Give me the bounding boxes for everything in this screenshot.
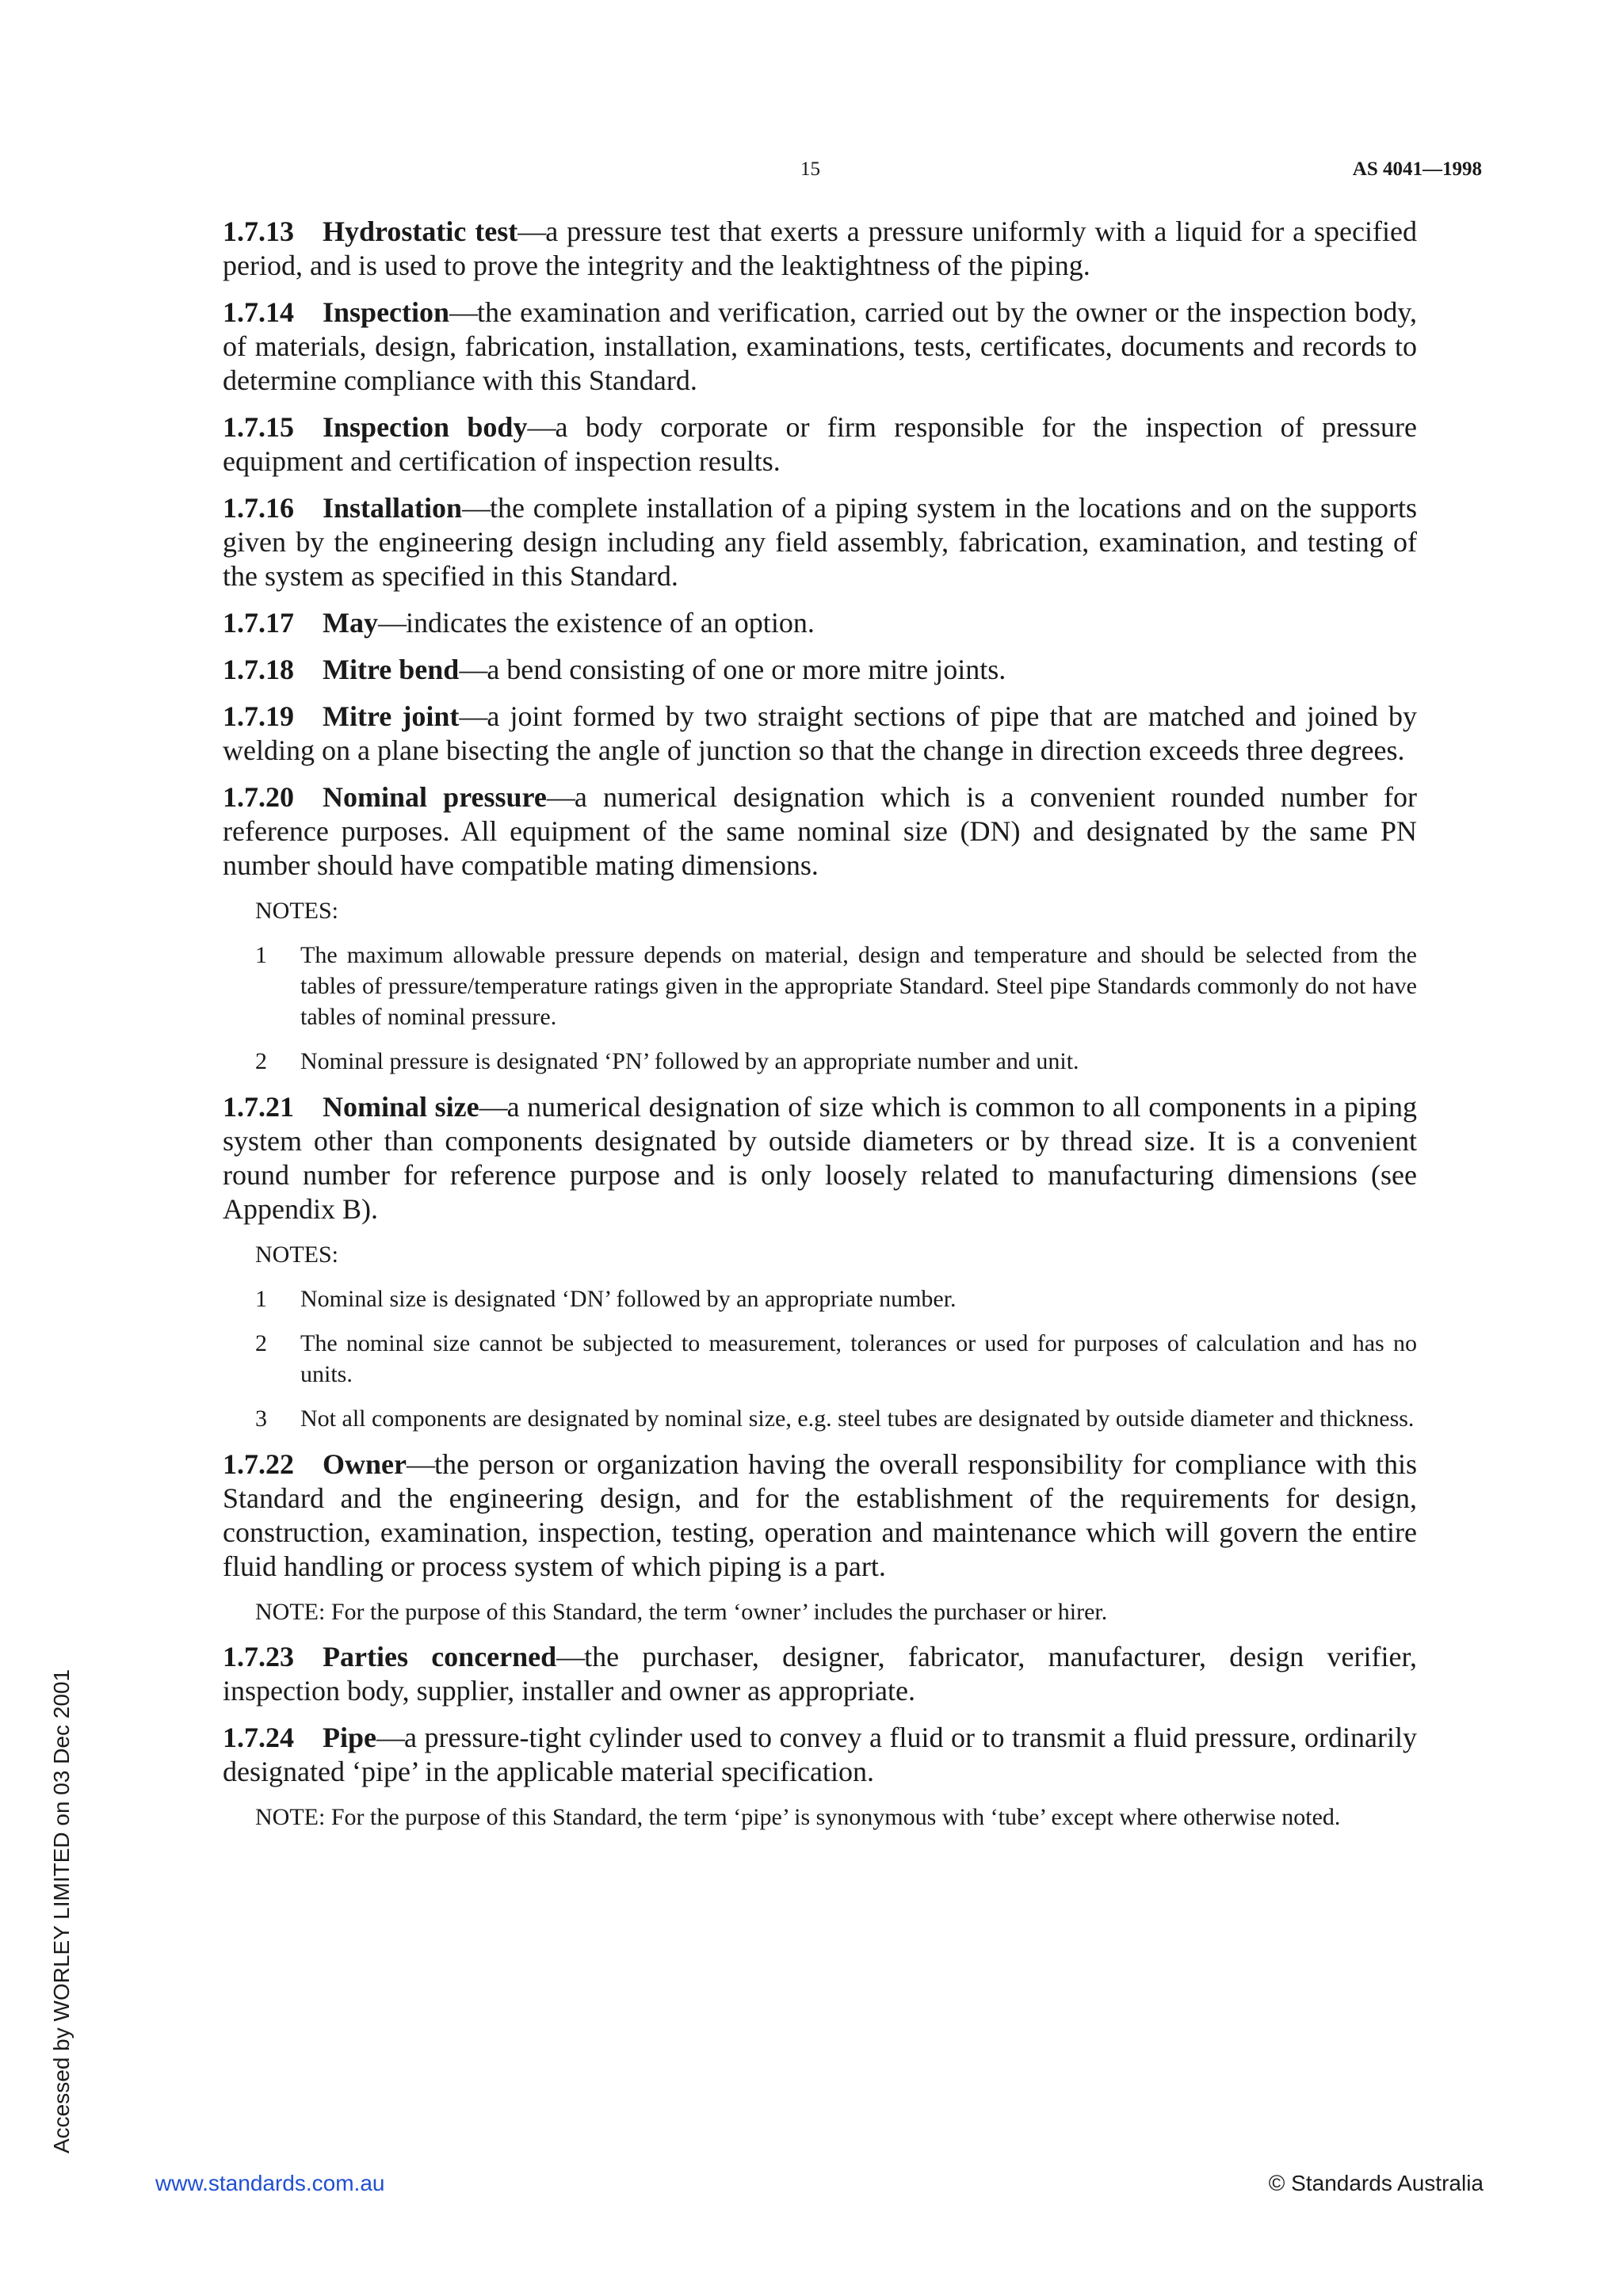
definition-text: a pressure test that exerts a pressure uniformly with a liquid for a specified period, and is used to prove the integrity and the leaktightness of the piping. <box>223 215 1417 281</box>
note-item <box>255 1283 1417 1314</box>
definition-1-7-21 <box>223 1090 1417 1226</box>
em-dash: — <box>479 1091 507 1123</box>
definition-number: 1.7.18 <box>223 654 294 685</box>
em-dash: — <box>459 654 487 685</box>
definition-1-7-22 <box>223 1447 1417 1584</box>
definition-text: a pressure-tight cylinder used to convey a fluid or to transmit a fluid pressure, ordinarily designated ‘pipe’ in the applicable material specification. <box>223 1722 1417 1787</box>
definition-term: Inspection <box>323 296 450 328</box>
website-link[interactable]: www.standards.com.au <box>155 2171 385 2195</box>
note-text: NOTE: For the purpose of this Standard, the term ‘owner’ includes the purchaser or hirer. <box>255 1599 1108 1625</box>
em-dash: — <box>556 1641 585 1672</box>
page-header <box>0 158 1623 190</box>
em-dash: — <box>527 411 556 443</box>
access-watermark: Accessed by WORLEY LIMITED on 03 Dec 2001 <box>49 1669 74 2153</box>
notes-heading: NOTES: <box>255 898 338 924</box>
definition-number: 1.7.20 <box>223 781 294 813</box>
definition-1-7-17 <box>223 606 1417 640</box>
definition-term: Nominal pressure <box>323 781 547 813</box>
definition-term: Nominal size <box>323 1091 479 1123</box>
definition-number: 1.7.13 <box>223 215 294 247</box>
definition-1-7-16 <box>223 491 1417 593</box>
definition-number: 1.7.15 <box>223 411 294 443</box>
definition-1-7-13 <box>223 215 1417 283</box>
definition-number: 1.7.24 <box>223 1722 294 1753</box>
definition-1-7-15 <box>223 410 1417 479</box>
note-number: 1 <box>255 1286 267 1312</box>
definition-text: a body corporate or firm responsible for the inspection of pressure equipment and certification of inspection results. <box>223 411 1418 477</box>
note-number: 2 <box>255 1330 267 1356</box>
em-dash: — <box>517 215 546 247</box>
definition-1-7-23 <box>223 1640 1417 1708</box>
em-dash: — <box>376 1722 404 1753</box>
definition-term: Hydrostatic test <box>323 215 518 247</box>
em-dash: — <box>459 700 487 732</box>
definition-text: indicates the existence of an option. <box>405 607 815 639</box>
notes-block <box>255 1239 1417 1434</box>
notes-heading: NOTES: <box>255 1241 338 1268</box>
definition-number: 1.7.22 <box>223 1448 294 1480</box>
note-item <box>255 1046 1417 1077</box>
note-item <box>255 1403 1417 1434</box>
em-dash: — <box>462 492 491 524</box>
definition-term: May <box>323 607 378 639</box>
note-item <box>255 940 1417 1032</box>
definition-text: a bend consisting of one or more mitre joints. <box>487 654 1006 685</box>
definition-1-7-14 <box>223 296 1417 398</box>
definition-term: Parties concerned <box>323 1641 557 1672</box>
note-number: 1 <box>255 942 267 968</box>
definition-1-7-19 <box>223 700 1417 768</box>
note-number: 2 <box>255 1048 267 1074</box>
note-item <box>255 1328 1417 1390</box>
definition-1-7-20 <box>223 780 1417 883</box>
definition-text: the person or organization having the overall responsibility for compliance with this Standard and the engineering design, and for the establishment of the requirements for design, construction, examination, inspection, testing, operation and maintenance which will govern the entire fluid handling or process system of which piping is a part. <box>223 1448 1417 1582</box>
definition-text: the examination and verification, carried out by the owner or the inspection body, of materials, design, fabrication, installation, examinations, tests, certificates, documents and records to determine compliance with this Standard. <box>223 296 1417 396</box>
page-number: 15 <box>800 158 820 180</box>
definition-term: Mitre joint <box>323 700 460 732</box>
definition-text: a numerical designation which is a convenient rounded number for reference purposes. All equipment of the same nominal size (DN) and designated by the same PN number should have compatible mating dimensions. <box>223 781 1418 881</box>
definition-term: Pipe <box>323 1722 376 1753</box>
note-text: Nominal pressure is designated ‘PN’ followed by an appropriate number and unit. <box>300 1048 1079 1074</box>
notes-block <box>255 1596 1417 1627</box>
em-dash: — <box>377 607 406 639</box>
note-text: Not all components are designated by nominal size, e.g. steel tubes are designated by outside diameter and thickness. <box>300 1405 1415 1432</box>
definition-number: 1.7.17 <box>223 607 294 639</box>
definition-text: the complete installation of a piping system in the locations and on the supports given by the engineering design including any field assembly, fabrication, examination, and testing of the system as specified in this Standard. <box>223 492 1417 592</box>
em-dash: — <box>406 1448 434 1480</box>
copyright-notice: © Standards Australia <box>1268 2171 1484 2195</box>
definition-1-7-24 <box>223 1721 1417 1789</box>
note-text: The maximum allowable pressure depends on material, design and temperature and should be selected from the tables of pressure/temperature ratings given in the appropriate Standard. Steel pipe Standards commonly do not have tables of nominal pressure. <box>300 942 1417 1030</box>
definition-text: a numerical designation of size which is common to all components in a piping system other than components designated by outside diameters or by thread size. It is a convenient round number for reference purpose and is only loosely related to manufacturing dimensions (see Appendix B). <box>223 1091 1418 1225</box>
definition-term: Owner <box>323 1448 407 1480</box>
standard-id: AS 4041—1998 <box>1352 158 1482 180</box>
definition-number: 1.7.23 <box>223 1641 294 1672</box>
definition-number: 1.7.21 <box>223 1091 294 1123</box>
notes-block <box>255 1802 1417 1833</box>
note-text: Nominal size is designated ‘DN’ followed by an appropriate number. <box>300 1286 957 1312</box>
em-dash: — <box>546 781 575 813</box>
note-text: The nominal size cannot be subjected to measurement, tolerances or used for purposes of calculation and has no units. <box>300 1330 1417 1387</box>
note-text: NOTE: For the purpose of this Standard, the term ‘pipe’ is synonymous with ‘tube’ except where otherwise noted. <box>255 1804 1341 1830</box>
definition-number: 1.7.14 <box>223 296 294 328</box>
definition-term: Mitre bend <box>323 654 460 685</box>
definition-1-7-18 <box>223 653 1417 687</box>
definition-term: Inspection body <box>323 411 528 443</box>
definition-text: a joint formed by two straight sections of pipe that are matched and joined by welding on a plane bisecting the angle of junction so that the change in direction exceeds three degrees. <box>223 700 1418 766</box>
definition-text: the purchaser, designer, fabricator, manufacturer, design verifier, inspection body, supplier, installer and owner as appropriate. <box>223 1641 1417 1707</box>
notes-block <box>255 895 1417 1077</box>
definition-number: 1.7.19 <box>223 700 294 732</box>
em-dash: — <box>449 296 478 328</box>
note-number: 3 <box>255 1405 267 1432</box>
definition-term: Installation <box>323 492 463 524</box>
definitions-body <box>223 215 1417 1845</box>
definition-number: 1.7.16 <box>223 492 294 524</box>
